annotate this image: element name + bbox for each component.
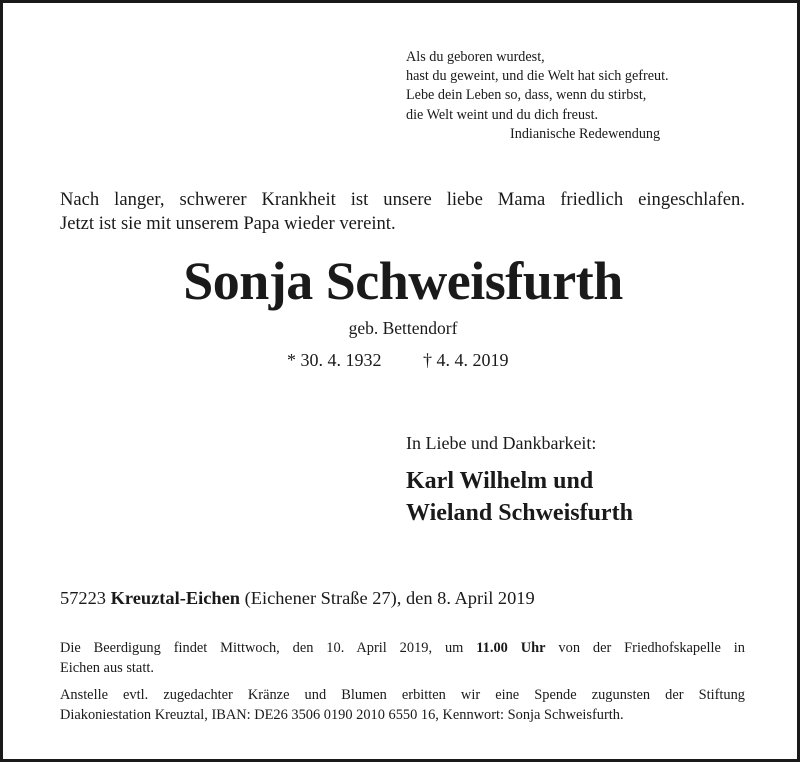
mourner-line: Karl Wilhelm und [406, 468, 594, 494]
funeral-text: Die Beerdigung findet Mittwoch, den 10. April 2019, um [60, 640, 464, 656]
death-date: † 4. 4. 2019 [423, 350, 509, 370]
poem-line: die Welt weint und du dich freust. [406, 106, 599, 123]
postcode: 57223 [60, 588, 106, 608]
town: Kreuztal-Eichen [110, 588, 240, 608]
deceased-name: Sonja Schweisfurth [183, 251, 623, 311]
funeral-line [60, 639, 745, 659]
poem-line: Lebe dein Leben so, dass, wenn du stirbst, [406, 87, 647, 104]
poem-line: Als du geboren wurdest, [406, 49, 545, 65]
poem [406, 48, 669, 125]
funeral-line: Eichen aus statt. [60, 659, 154, 676]
intro-text [60, 188, 745, 236]
poem-line: hast du geweint, und die Welt hat sich gefreut. [406, 68, 669, 85]
place-date-line [60, 586, 535, 610]
funeral-time: 11.00 Uhr [476, 640, 546, 656]
maiden-name: geb. Bettendorf [348, 318, 458, 338]
birth-date: * 30. 4. 1932 [287, 350, 382, 370]
donation-line: Anstelle evtl. zugedachter Kränze und Blumen erbitten wir eine Spende zugunsten der Stiftung [60, 687, 745, 703]
mourner-line: Wieland Schweisfurth [406, 500, 633, 526]
intro-line: Nach langer, schwerer Krankheit ist unsere liebe Mama friedlich eingeschlafen. [60, 189, 745, 210]
intro-line: Jetzt ist sie mit unserem Papa wieder vereint. [60, 213, 396, 234]
address-date: (Eichener Straße 27), den 8. April 2019 [244, 588, 535, 608]
mourners-intro: In Liebe und Dankbarkeit: [406, 433, 597, 453]
mourners-names [406, 465, 633, 529]
funeral-info [60, 639, 745, 678]
poem-attribution: Indianische Redewendung [510, 126, 661, 142]
donation-info [60, 686, 745, 725]
donation-line: Diakoniestation Kreuztal, IBAN: DE26 3506 0190 2010 6550 16, Kennwort: Sonja Schweisfurth. [60, 706, 624, 723]
funeral-text: von der Friedhofskapelle in [558, 640, 745, 656]
